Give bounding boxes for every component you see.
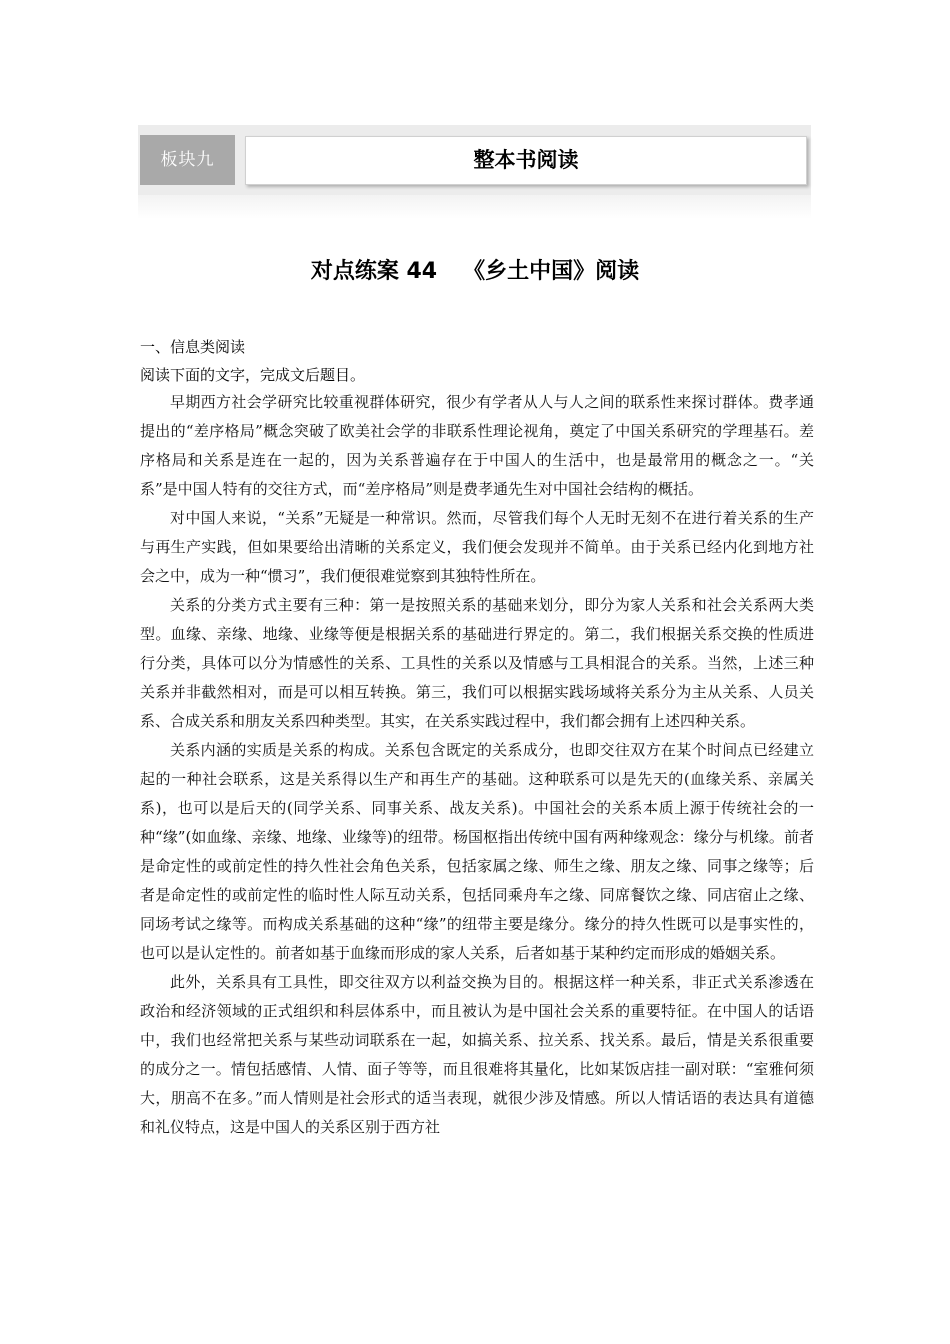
passage-paragraph: 对中国人来说，“关系”无疑是一种常识。然而，尽管我们每个人无时无刻不在进行着关系的生产与再生产实践，但如果要给出清晰的关系定义，我们便会发现并不简单。由于关系已经内化到地方社会之中，成为一种“惯习”，我们便很难觉察到其独特性所在。 — [140, 509, 814, 585]
banner-shadow — [138, 195, 811, 219]
book-title: 《乡土中国》阅读 — [463, 259, 640, 284]
part-heading: 一、信息类阅读 — [140, 338, 246, 356]
exercise-title — [0, 254, 950, 285]
passage-paragraph: 此外，关系具有工具性，即交往双方以利益交换为目的。根据这样一种关系，非正式关系渗透在政治和经济领域的正式组织和科层体系中，而且被认为是中国社会关系的重要特征。在中国人的话语中，我们也经常把关系与某些动词联系在一起，如搞关系、拉关系、找关系。最后，情是关系很重要的成分之一。情包括感情、人情、面子等等，而且很难将其量化，比如某饭店挂一副对联：“室雅何须大，朋高不在多。”而人情则是社会形式的适当表现，就很少涉及情感。所以人情话语的表达具有道德和礼仪特点，这是中国人的关系区别于西方社 — [140, 973, 814, 1136]
passage-paragraph: 关系的分类方式主要有三种：第一是按照关系的基础来划分，即分为家人关系和社会关系两大类型。血缘、亲缘、地缘、业缘等便是根据关系的基础进行界定的。第二，我们根据关系交换的性质进行分类，具体可以分为情感性的关系、工具性的关系以及情感与工具相混合的关系。当然，上述三种关系并非截然相对，而是可以相互转换。第三，我们可以根据实践场域将关系分为主从关系、人员关系、合成关系和朋友关系四种类型。其实，在关系实践过程中，我们都会拥有上述四种关系。 — [140, 596, 814, 730]
part-instruction: 阅读下面的文字，完成文后题目。 — [140, 366, 366, 384]
section-tag: 板块九 — [140, 135, 235, 185]
passage-paragraph: 早期西方社会学研究比较重视群体研究，很少有学者从人与人之间的联系性来探讨群体。费孝通提出的“差序格局”概念突破了欧美社会学的非联系性理论视角，奠定了中国关系研究的学理基石。差序格局和关系是连在一起的，因为关系普遍存在于中国人的生活中，也是最常用的概念之一。“关系”是中国人特有的交往方式，而“差序格局”则是费孝通先生对中国社会结构的概括。 — [140, 393, 814, 498]
reading-passage — [140, 388, 814, 1142]
passage-paragraph: 关系内涵的实质是关系的构成。关系包含既定的关系成分，也即交往双方在某个时间点已经建立起的一种社会联系，这是关系得以生产和再生产的基础。这种联系可以是先天的(血缘关系、亲属关系)，也可以是后天的(同学关系、同事关系、战友关系)。中国社会的关系本质上源于传统社会的一种“缘”(如血缘、亲缘、地缘、业缘等)的纽带。杨国枢指出传统中国有两种缘观念：缘分与机缘。前者是命定性的或前定性的持久性社会角色关系，包括家属之缘、师生之缘、朋友之缘、同事之缘等；后者是命定性的或前定性的临时性人际互动关系，包括同乘舟车之缘、同席餐饮之缘、同店宿止之缘、同场考试之缘等。而构成关系基础的这种“缘”的纽带主要是缘分。缘分的持久性既可以是事实性的，也可以是认定性的。前者如基于血缘而形成的家人关系，后者如基于某种约定而形成的婚姻关系。 — [140, 741, 814, 962]
section-title: 整本书阅读 — [245, 136, 807, 185]
exercise-number: 对点练案 44 — [310, 259, 438, 284]
